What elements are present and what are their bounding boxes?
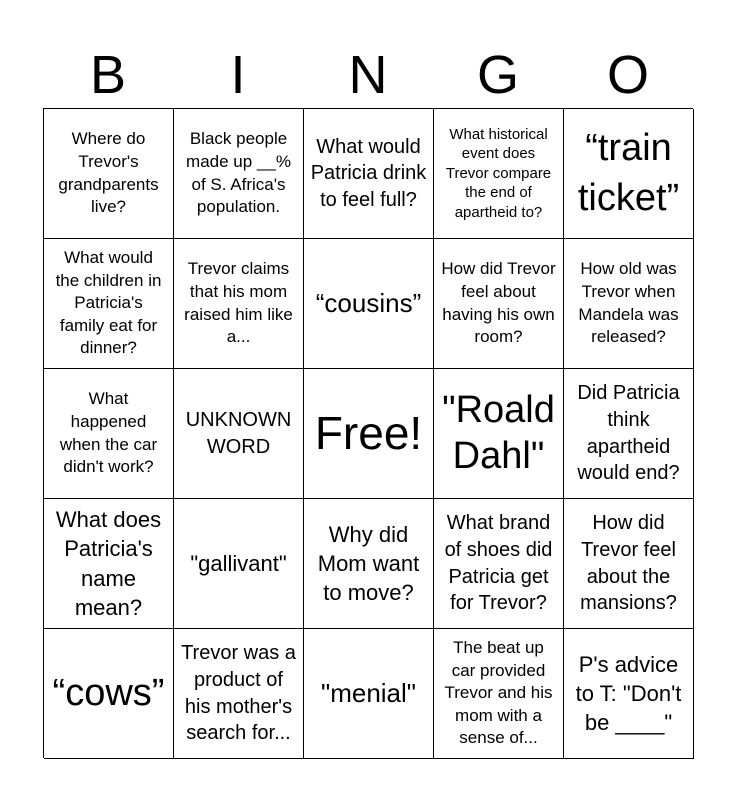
cell-text: What would Patricia drink to feel full? — [310, 135, 427, 211]
cell-text: What historical event does Trevor compare the end of apartheid to? — [445, 125, 552, 221]
cell-text: What would the children in Patricia's family eat for dinner? — [55, 247, 162, 358]
bingo-cell[interactable] — [434, 369, 564, 499]
bingo-cell[interactable] — [44, 239, 174, 369]
cell-text: How old was Trevor when Mandela was released? — [578, 259, 679, 347]
bingo-cell[interactable] — [434, 239, 564, 369]
free-space[interactable] — [304, 369, 434, 499]
cell-text: What does Patricia's name mean? — [55, 507, 162, 620]
bingo-cell[interactable] — [304, 499, 434, 629]
title-letter-o: O — [606, 45, 649, 105]
bingo-cell[interactable] — [44, 369, 174, 499]
cell-text: How did Trevor feel about the mansions? — [580, 512, 677, 615]
bingo-cell[interactable] — [564, 629, 694, 759]
bingo-cell[interactable] — [174, 369, 304, 499]
cell-text: The beat up car provided Trevor and his mom with a sense of... — [444, 637, 553, 748]
cell-text: “cousins” — [315, 287, 422, 318]
title-letter-g: G — [476, 45, 519, 105]
bingo-cell[interactable] — [174, 499, 304, 629]
bingo-cell[interactable] — [44, 499, 174, 629]
cell-text: "Roald Dahl" — [442, 388, 555, 477]
bingo-cell[interactable] — [564, 239, 694, 369]
cell-text: Free! — [314, 407, 423, 460]
bingo-cell[interactable] — [434, 109, 564, 239]
bingo-cell[interactable] — [564, 109, 694, 239]
cell-text: Where do Trevor's grandparents live? — [58, 129, 159, 217]
bingo-cell[interactable] — [304, 109, 434, 239]
cell-text: P's advice to T: "Don't be ____" — [575, 651, 682, 736]
bingo-cell[interactable] — [564, 499, 694, 629]
cell-text: "menial" — [320, 677, 417, 708]
cell-text: What brand of shoes did Patricia get for Trevor? — [444, 512, 553, 615]
title-letter-i: I — [230, 45, 246, 105]
bingo-cell[interactable] — [174, 239, 304, 369]
cell-text: UNKNOWN WORD — [185, 408, 292, 458]
cell-text: “train ticket” — [577, 127, 680, 219]
cell-text: How did Trevor feel about having his own room? — [441, 259, 556, 347]
bingo-board — [43, 108, 693, 758]
bingo-cell[interactable] — [174, 109, 304, 239]
bingo-cell[interactable] — [44, 629, 174, 759]
title-letter-b: B — [89, 45, 127, 105]
bingo-cell[interactable] — [174, 629, 304, 759]
title-letter-n: N — [348, 45, 388, 105]
cell-text: Did Patricia think apartheid would end? — [577, 382, 680, 485]
cell-text: Trevor claims that his mom raised him like a... — [184, 259, 293, 347]
bingo-cell[interactable] — [434, 499, 564, 629]
cell-text: Why did Mom want to move? — [317, 521, 420, 606]
bingo-cell[interactable] — [564, 369, 694, 499]
cell-text: Trevor was a product of his mother's search for... — [181, 642, 296, 745]
cell-text: “cows” — [52, 671, 165, 714]
cell-text: "gallivant" — [190, 550, 287, 576]
cell-text: What happened when the car didn't work? — [59, 389, 158, 477]
bingo-title — [43, 42, 693, 108]
bingo-cell[interactable] — [44, 109, 174, 239]
cell-text: Black people made up __% of S. Africa's population. — [186, 129, 291, 217]
bingo-cell[interactable] — [304, 629, 434, 759]
bingo-cell[interactable] — [304, 239, 434, 369]
bingo-cell[interactable] — [434, 629, 564, 759]
